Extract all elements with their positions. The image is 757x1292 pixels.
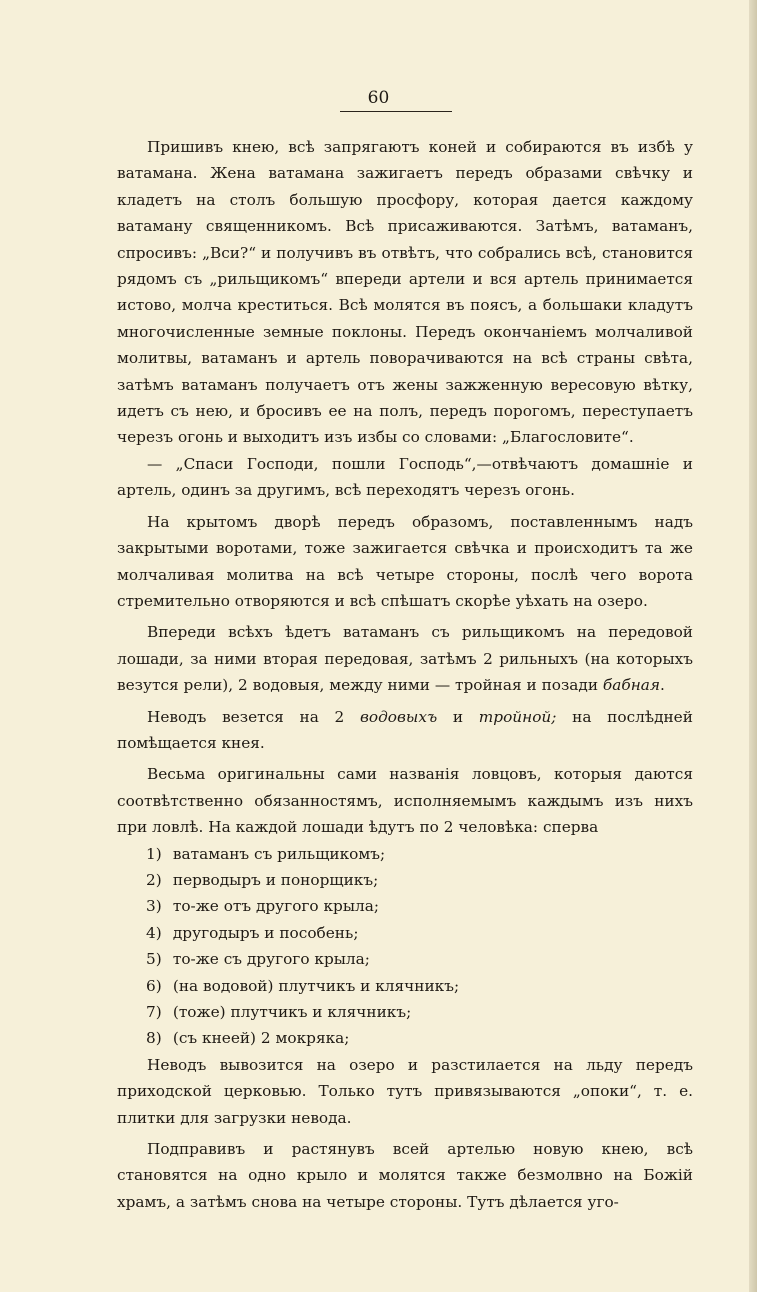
list-text: перводыръ и понорщикъ; <box>172 870 379 889</box>
paragraph: Подправивъ и растянувъ всей артелью новую кнею, всѣ становятся на одно крыло и молятся также безмолвно на Божій храмъ, а затѣмъ снова на четыре стороны. Тутъ дѣлается уго- <box>117 1140 693 1211</box>
paragraph-text: Неводъ везется на 2 <box>147 707 345 726</box>
list-item <box>117 920 693 946</box>
list-number: 6) <box>146 976 162 995</box>
fishermen-list <box>117 841 693 1052</box>
list-number: 5) <box>146 950 162 969</box>
list-number: 4) <box>146 923 162 942</box>
list-number: 8) <box>146 1029 162 1048</box>
paragraph: Пришивъ кнею, всѣ запрягаютъ коней и собираются въ избѣ у ватамана. Жена ватамана зажигаетъ передъ образами свѣчку и кладетъ на столъ большую просфору, которая дается каждому ватаману священникомъ. Всѣ присаживаются. Затѣмъ, ватаманъ, спросивъ: „Вси?“ и получивъ въ отвѣтъ, что собрались всѣ, становится рядомъ съ „рильщикомъ“ впереди артели и вся артель принимается истово, молча креститься. Всѣ молятся въ поясъ, а большаки кладутъ многочисленные земные поклоны. Передъ окончаніемъ молчаливой молитвы, ватаманъ и артель поворачиваются на всѣ страны свѣта, затѣмъ ватаманъ получаетъ отъ жены зажженную вересовую вѣтку, идетъ съ нею, и бросивъ ее на полъ, передъ порогомъ, переступаетъ черезъ огонь и выходитъ изъ избы со словами: „Благословите“. <box>117 138 693 447</box>
list-text: (на водовой) плутчикъ и клячникъ; <box>172 976 460 995</box>
paragraph: На крытомъ дворѣ передъ образомъ, поставленнымъ надъ закрытыми воротами, тоже зажигается свѣчка и происходитъ та же молчаливая молитва на всѣ четыре стороны, послѣ чего ворота стремительно отворяются и всѣ спѣшатъ скорѣе уѣхать на озеро. <box>117 512 693 610</box>
list-number: 2) <box>146 870 162 889</box>
paragraph-text: на послѣдней помѣщается кнея. <box>117 707 693 752</box>
list-text: то-же съ другого крыла; <box>172 950 370 969</box>
italic-term: водовыхъ <box>359 707 438 726</box>
italic-term: тройной; <box>478 707 557 726</box>
list-item <box>117 1025 693 1051</box>
list-text: то-же отъ другого крыла; <box>172 897 380 916</box>
list-item <box>117 999 693 1025</box>
list-item <box>117 973 693 999</box>
paragraph-text: Впереди всѣхъ ѣдетъ ватаманъ съ рильщикомъ на передовой лошади, за ними вторая передовая, затѣмъ 2 рильныхъ (на которыхъ везутся рели), 2 водовыя, между ними — тройная и позади <box>117 623 693 695</box>
body-text <box>117 134 693 1215</box>
paragraph: Весьма оригинальны сами названія ловцовъ, которыя даются соотвѣтственно обязанностямъ, исполняемымъ каждымъ изъ нихъ при ловлѣ. На каждой лошади ѣдутъ по 2 человѣка: сперва <box>117 765 693 837</box>
list-item <box>117 841 693 867</box>
paragraph <box>117 704 693 757</box>
list-text: ватаманъ съ рильщикомъ; <box>172 844 386 863</box>
list-text: другодыръ и пособень; <box>172 923 359 942</box>
paragraph: — „Спаси Господи, пошли Господь“,—отвѣчаютъ домашніе и артель, одинъ за другимъ, всѣ переходятъ черезъ огонь. <box>117 454 693 500</box>
list-number: 7) <box>146 1003 162 1021</box>
list-item <box>117 946 693 972</box>
paragraph: Неводъ вывозится на озеро и разстилается на льду передъ приходской церковью. Только тутъ привязываются „опоки“, т. е. плитки для загрузки невода. <box>117 1055 693 1127</box>
list-number: 1) <box>146 844 162 863</box>
page-edge <box>749 0 757 1292</box>
italic-term: бабная <box>602 676 661 695</box>
paragraph-text: и <box>452 707 464 726</box>
list-item <box>117 893 693 919</box>
list-text: (съ кнеей) 2 мокряка; <box>172 1029 350 1048</box>
paragraph <box>117 619 693 698</box>
list-text: (тоже) плутчикъ и клячникъ; <box>172 1003 412 1021</box>
header-rule <box>340 111 452 112</box>
list-item <box>117 867 693 893</box>
page-number: 60 <box>367 88 390 108</box>
list-number: 3) <box>146 897 162 916</box>
punctuation: . <box>660 676 665 695</box>
